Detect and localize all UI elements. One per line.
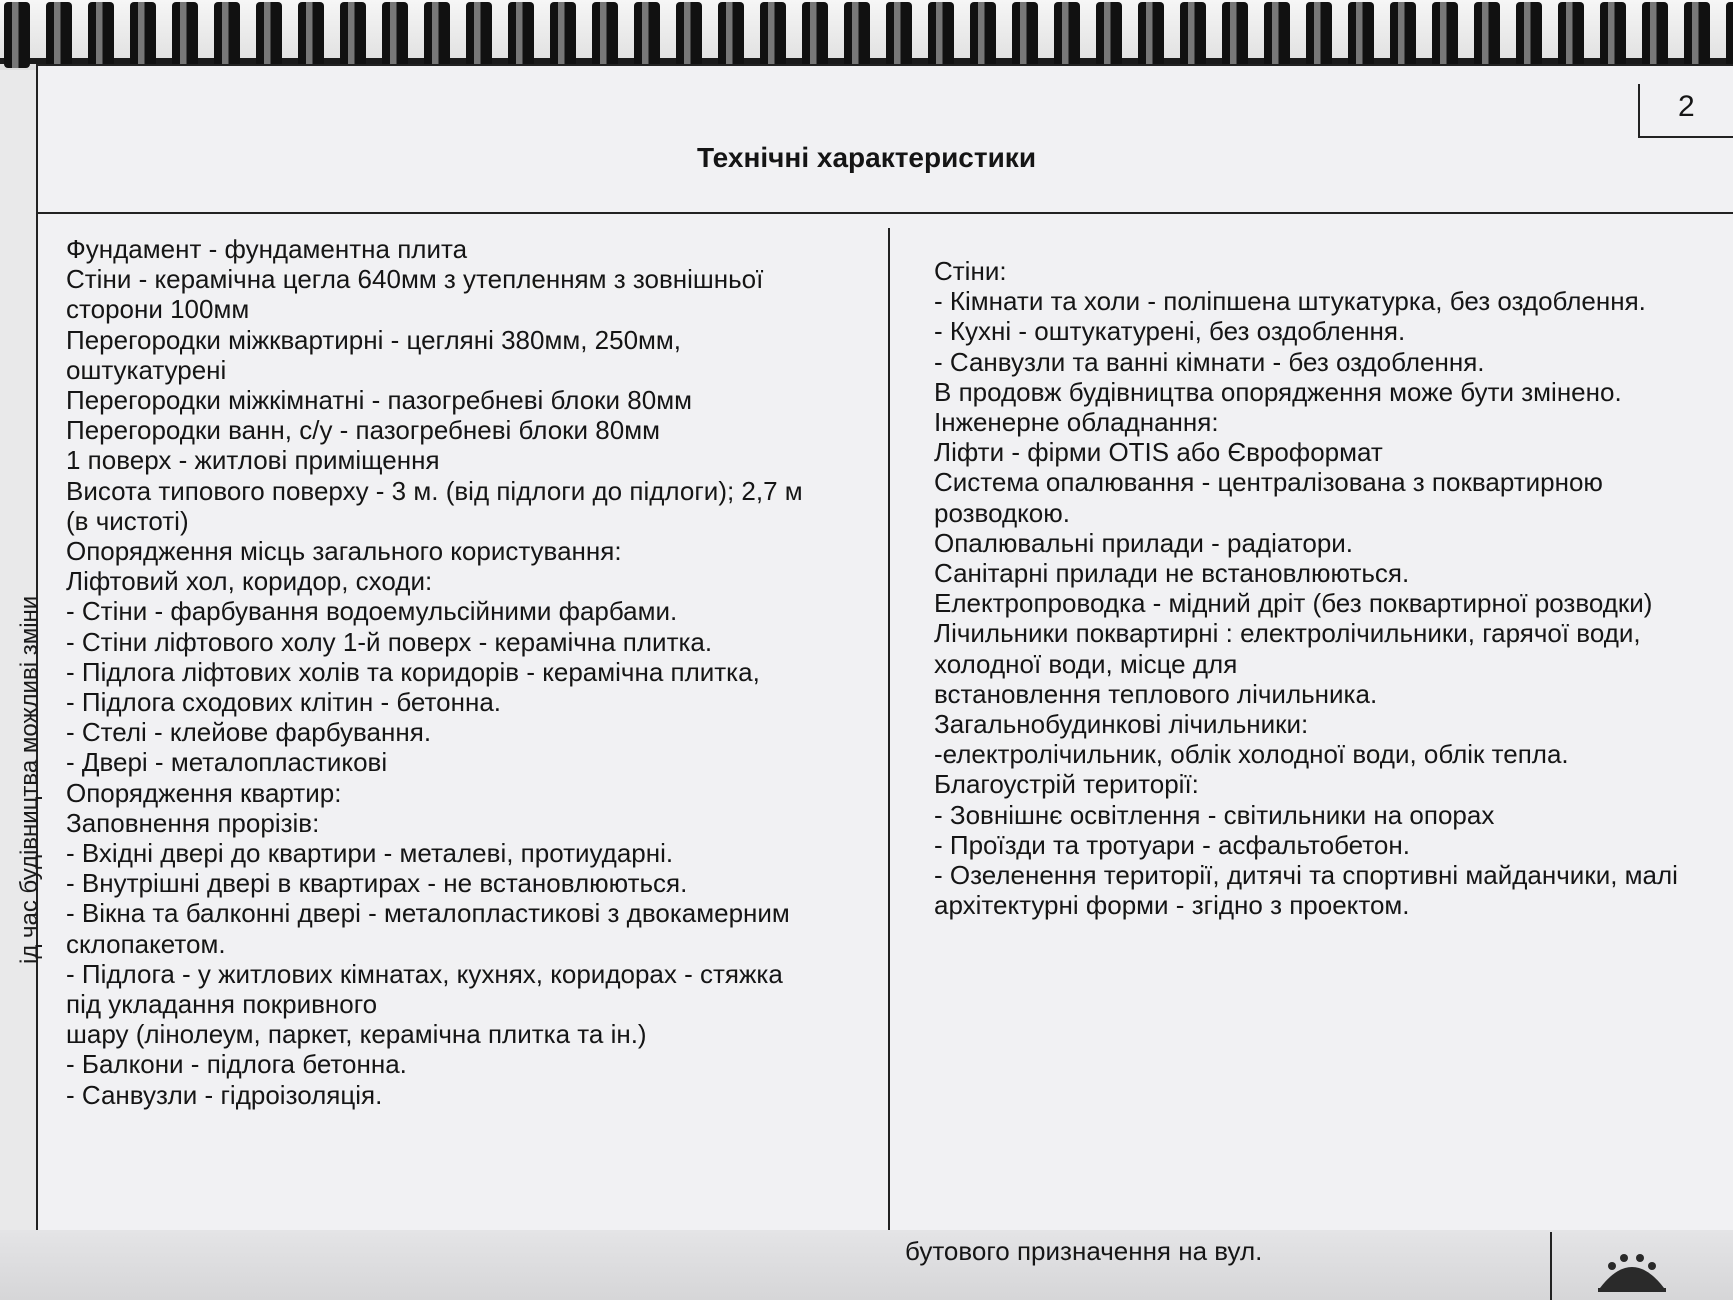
binding-ring [130,2,156,68]
binding-ring [1684,2,1710,68]
text-line: - Зовнішнє освітлення - світильники на опорах [934,799,1495,830]
bottom-caption: бутового призначення на вул. [905,1236,1263,1266]
text-line: - Проїзди та тротуари - асфальтобетон. [934,829,1410,860]
binding-ring [1306,2,1332,68]
text-line: Ліфтовий хол, коридор, сходи: [66,566,433,597]
text-line: - Підлога ліфтових холів та коридорів - керамічна плитка, [66,656,760,687]
page-number: 2 [1678,90,1695,123]
text-line: - Двері - металопластикові [66,747,388,778]
binding-ring [718,2,744,68]
text-line: В продовж будівництва опорядження може бути змінено. [934,376,1622,407]
text-line: Електропроводка - мідний дріт (без поквартирної розводки) [934,588,1653,619]
binding-ring [1138,2,1164,68]
text-line: Загальнобудинкові лічильники: [934,709,1309,740]
binding-ring [1432,2,1458,68]
binding-ring [1390,2,1416,68]
text-line: Заповнення прорізів: [66,807,320,838]
binding-ring [1054,2,1080,68]
text-line: оштукатурені [66,354,227,385]
binding-ring [1012,2,1038,68]
binding-ring [1600,2,1626,68]
left-column [66,234,886,1110]
text-line: 1 поверх - житлові приміщення [66,445,440,476]
binding-ring [256,2,282,68]
text-line: Опорядження місць загального користування: [66,536,622,567]
text-line: Стіни: [934,256,1007,286]
text-line: склопакетом. [66,928,226,959]
bottom-page-strip [0,1230,1733,1300]
text-line: під укладання покривного [66,989,378,1020]
building-logo-icon [1592,1236,1672,1296]
text-line: Перегородки ванн, с/у - пазогребневі блоки 80мм [66,415,660,446]
text-line: встановлення теплового лічильника. [934,678,1378,709]
binding-ring [1096,2,1122,68]
text-line: Перегородки міжквартирні - цегляні 380мм, 250мм, [66,324,682,355]
binding-ring [1264,2,1290,68]
spiral-binding [0,0,1733,70]
text-line: - Кухні - оштукатурені, без оздоблення. [934,316,1406,347]
binding-ring [508,2,534,68]
text-line: Лічильники поквартирні : електролічильники, гарячої води, [934,618,1641,649]
binding-ring [88,2,114,68]
text-line: - Стелі - клейове фарбування. [66,717,432,748]
binding-ring [592,2,618,68]
text-line: Опалювальні прилади - радіатори. [934,527,1354,558]
binding-ring [1558,2,1584,68]
text-line: - Стіни ліфтового холу 1-й поверх - керамічна плитка. [66,626,713,657]
binding-ring [844,2,870,68]
text-line: - Внутрішні двері в квартирах - не встановлюються. [66,868,688,899]
binding-ring [802,2,828,68]
text-line: - Вхідні двері до квартири - металеві, протиударні. [66,838,674,869]
text-line: - Підлога - у житлових кімнатах, кухнях, коридорах - стяжка [66,958,783,989]
side-note: ід час будівництва можливі зміни [16,595,43,964]
column-divider [888,228,890,1238]
text-line: Ліфти - фірми OTIS або Євроформат [934,437,1383,468]
text-line: - Підлога сходових клітин - бетонна. [66,687,502,718]
text-line: сторони 100мм [66,294,250,325]
text-line: - Кімнати та холи - поліпшена штукатурка, без оздоблення. [934,286,1646,317]
text-line: Санітарні прилади не встановлюються. [934,558,1410,589]
binding-ring [466,2,492,68]
binding-ring [1642,2,1668,68]
binding-ring [886,2,912,68]
binding-ring [46,2,72,68]
binding-ring [424,2,450,68]
right-column [934,256,1724,920]
binding-ring [676,2,702,68]
binding-ring [634,2,660,68]
text-line: Перегородки міжкімнатні - пазогребневі блоки 80мм [66,385,692,416]
binding-ring [1726,2,1733,68]
text-line: -електролічильник, облік холодної води, облік тепла. [934,739,1569,770]
text-line: архітектурні форми - згідно з проектом. [934,890,1410,921]
text-line: Інженерне обладнання: [934,407,1219,438]
text-line: розводкою. [934,497,1070,528]
text-line: шару (лінолеум, паркет, керамічна плитка та ін.) [66,1019,647,1050]
text-line: - Вікна та балконні двері - металопластикові з двокамерним [66,898,790,929]
binding-ring [1180,2,1206,68]
binding-ring [970,2,996,68]
text-line: Стіни - керамічна цегла 640мм з утепленням з зовнішньої [66,264,764,295]
text-line: Опорядження квартир: [66,777,342,808]
text-line: Висота типового поверху - 3 м. (від підлоги до підлоги); 2,7 м [66,475,803,506]
text-line: - Балкони - підлога бетонна. [66,1049,407,1080]
page-title: Технічні характеристики [696,142,1037,173]
binding-ring [550,2,576,68]
text-line: Система опалювання - централізована з поквартирною [934,467,1603,498]
text-line: (в чистоті) [66,505,189,536]
binding-ring [928,2,954,68]
text-line: - Санвузли - гідроізоляція. [66,1079,383,1110]
text-line: - Озеленення території, дитячі та спортивні майданчики, малі [934,860,1678,891]
text-line: холодної води, місце для [934,648,1238,679]
binding-ring [1474,2,1500,68]
text-line: - Стіни - фарбування водоемульсійними фарбами. [66,596,678,627]
binding-ring [214,2,240,68]
binding-ring [382,2,408,68]
binding-ring [1516,2,1542,68]
binding-ring [340,2,366,68]
text-line: - Санвузли та ванні кімнати - без оздоблення. [934,346,1485,377]
binding-ring [760,2,786,68]
binding-ring [1348,2,1374,68]
header-divider [36,212,1733,214]
binding-ring [4,2,30,68]
text-line: Благоустрій території: [934,769,1199,800]
text-line: Фундамент - фундаментна плита [66,234,468,264]
binding-ring [298,2,324,68]
binding-ring [1222,2,1248,68]
binding-ring [172,2,198,68]
